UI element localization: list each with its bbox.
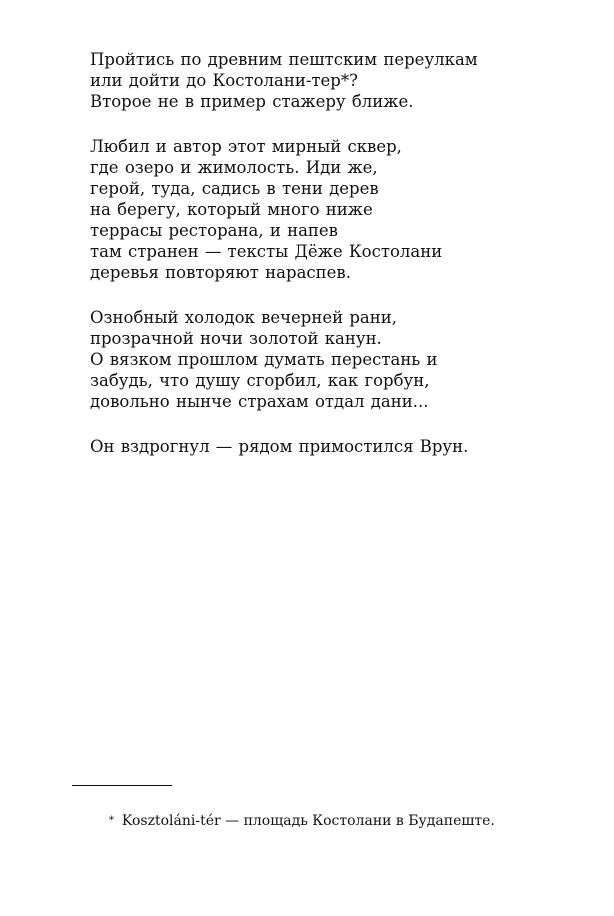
poem-line: Любил и автор этот мирный сквер, xyxy=(90,137,402,156)
poem-line: О вязком прошлом думать перестань и xyxy=(90,350,438,369)
poem-line: где озеро и жимолость. Иди же, xyxy=(90,158,378,177)
poem-line: прозрачной ночи золотой канун. xyxy=(90,329,382,348)
poem-line: террасы ресторана, и напев xyxy=(90,221,338,240)
footnote-marker: * xyxy=(108,815,114,826)
poem-line: Ознобный холодок вечерней рани, xyxy=(90,308,398,327)
poem-line: забудь, что душу сгорбил, как горбун, xyxy=(90,371,430,390)
stanza-1 xyxy=(90,49,560,112)
poem xyxy=(90,49,560,481)
stanza-3 xyxy=(90,307,560,412)
poem-line: довольно нынче страхам отдал дани... xyxy=(90,392,429,411)
poem-line: Второе не в пример стажеру ближе. xyxy=(90,92,414,111)
poem-line: деревья повторяют нараспев. xyxy=(90,263,351,282)
poem-line: или дойти до Костолани-тер*? xyxy=(90,71,358,90)
poem-line: там странен — тексты Дёже Костолани xyxy=(90,242,443,261)
poem-line: на берегу, который много ниже xyxy=(90,200,373,219)
footnote-divider xyxy=(72,785,172,786)
footnote xyxy=(100,794,495,830)
poem-line: Пройтись по древним пештским переулкам xyxy=(90,50,478,69)
poem-line: герой, туда, садись в тени дерев xyxy=(90,179,379,198)
footnote-text: Kosztoláni-tér — площадь Костолани в Будапеште. xyxy=(121,813,495,829)
stanza-4 xyxy=(90,436,560,457)
stanza-2 xyxy=(90,136,560,283)
poem-line: Он вздрогнул — рядом примостился Врун. xyxy=(90,437,469,456)
